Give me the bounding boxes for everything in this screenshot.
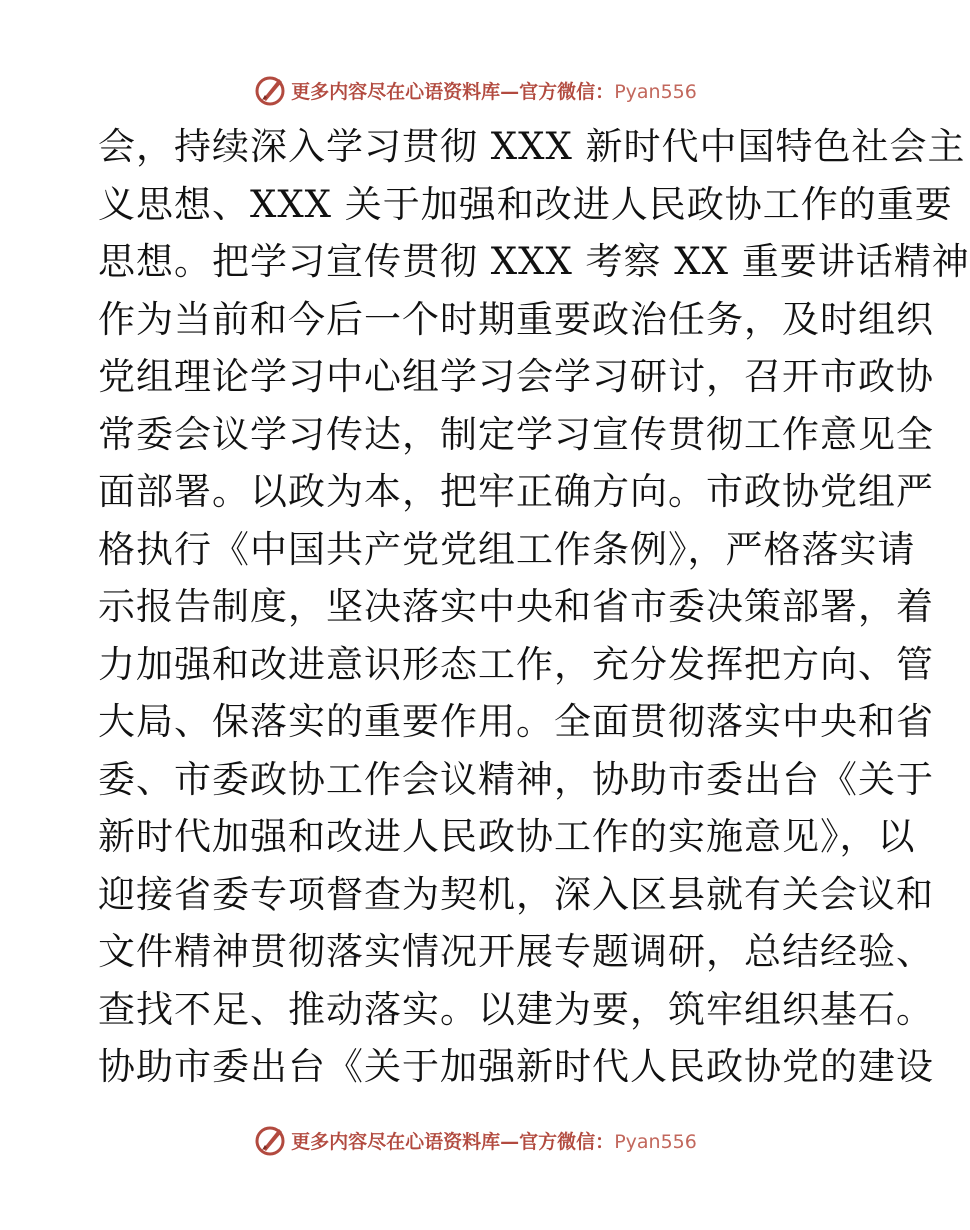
header-wechat-label: 官方微信： (519, 80, 615, 103)
body-line: 大局、保落实的重要作用。全面贯彻落实中央和省 (98, 700, 934, 743)
body-line: 思想。把学习宣传贯彻 XXX 考察 XX 重要讲话精神 (98, 240, 970, 283)
header-separator: — (500, 80, 520, 103)
footer-banner (0, 1120, 950, 1160)
header-brand: 更多内容尽在心语资料库 (291, 80, 501, 103)
footer-wechat-label: 官方微信： (519, 1130, 615, 1153)
body-line: 委、市委政协工作会议精神，协助市委出台《关于 (98, 757, 934, 801)
body-line: 示报告制度，坚决落实中央和省市委决策部署，着 (98, 585, 934, 628)
body-line: 作为当前和今后一个时期重要政治任务，及时组织 (98, 297, 934, 341)
header-wechat-id: Pyan556 (614, 80, 697, 103)
body-line: 义思想、XXX 关于加强和改进人民政协工作的重要 (98, 182, 953, 226)
header-text (291, 77, 697, 104)
body-line: 新时代加强和改进人民政协工作的实施意见》，以 (98, 815, 916, 858)
body-line: 力加强和改进意识形态工作，充分发挥把方向、管 (98, 642, 934, 686)
body-line: 面部署。以政为本，把牢正确方向。市政协党组严 (98, 470, 934, 513)
document-body (98, 118, 970, 1096)
body-line: 党组理论学习中心组学习会学习研讨，召开市政协 (98, 355, 934, 398)
footer-brand: 更多内容尽在心语资料库 (291, 1130, 501, 1153)
footer-separator: — (500, 1130, 520, 1153)
body-line: 格执行《中国共产党党组工作条例》，严格落实请 (98, 527, 916, 571)
quill-pen-icon (253, 1123, 287, 1157)
body-line: 文件精神贯彻落实情况开展专题调研，总结经验、 (98, 930, 934, 973)
body-line: 迎接省委专项督查为契机，深入区县就有关会议和 (98, 872, 934, 916)
body-line: 查找不足、推动落实。以建为要，筑牢组织基石。 (98, 987, 934, 1031)
header-banner (0, 70, 950, 110)
quill-pen-icon (253, 73, 287, 107)
footer-wechat-id: Pyan556 (614, 1130, 697, 1153)
body-line: 协助市委出台《关于加强新时代人民政协党的建设 (98, 1045, 934, 1088)
body-line: 常委会议学习传达，制定学习宣传贯彻工作意见全 (98, 412, 934, 456)
body-line: 会，持续深入学习贯彻 XXX 新时代中国特色社会主 (98, 125, 966, 168)
footer-text (291, 1127, 697, 1154)
